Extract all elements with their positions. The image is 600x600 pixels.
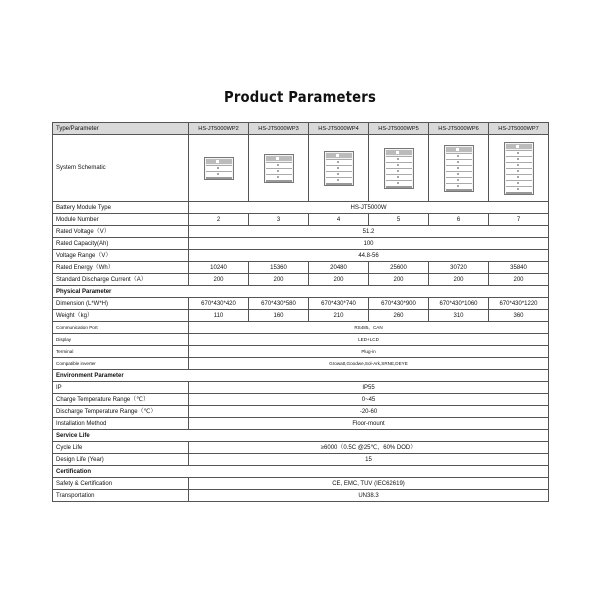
battery-module-icon: [206, 171, 232, 177]
table-row: [53, 310, 549, 322]
table-row: [53, 418, 549, 430]
row-label-cell: Design Life (Year): [53, 454, 189, 466]
row-value-cell: 10240: [189, 262, 249, 274]
schematic-cell: [309, 135, 369, 202]
row-label-cell: Rated Voltage（V）: [53, 226, 189, 238]
row-value-cell: 110: [189, 310, 249, 322]
row-value-cell: 51.2: [189, 226, 549, 238]
schematic-cell: [369, 135, 429, 202]
row-value-cell: 670*430*740: [309, 298, 369, 310]
table-row: [53, 358, 549, 370]
row-value-cell: 360: [489, 310, 549, 322]
row-label-cell: Cycle Life: [53, 442, 189, 454]
battery-stack-icon: [324, 151, 354, 186]
row-value-cell: 100: [189, 238, 549, 250]
section-title-cell: Certification: [53, 466, 549, 478]
section-header-row: [53, 466, 549, 478]
battery-module-icon: [446, 183, 472, 189]
model-header-cell: HS-JT5000WP5: [369, 123, 429, 135]
row-value-cell: 7: [489, 214, 549, 226]
section-title-cell: Service Life: [53, 430, 549, 442]
row-value-cell: 2: [189, 214, 249, 226]
row-value-cell: 25600: [369, 262, 429, 274]
section-title-cell: Environment Parameter: [53, 370, 549, 382]
table-row: [53, 250, 549, 262]
row-value-cell: 200: [489, 274, 549, 286]
row-value-cell: 670*430*900: [369, 298, 429, 310]
schematic-cell: [249, 135, 309, 202]
row-value-cell: 260: [369, 310, 429, 322]
battery-module-icon: [266, 174, 292, 180]
model-header-cell: HS-JT5000WP3: [249, 123, 309, 135]
row-value-cell: 670*430*1060: [429, 298, 489, 310]
row-label-cell: Battery Module Type: [53, 202, 189, 214]
row-value-cell: 3: [249, 214, 309, 226]
row-value-cell: 30720: [429, 262, 489, 274]
product-parameters-table: [52, 122, 549, 502]
row-label-cell: Module Number: [53, 214, 189, 226]
row-value-cell: 5: [369, 214, 429, 226]
schematic-cell: [489, 135, 549, 202]
row-value-cell: 15: [189, 454, 549, 466]
battery-stack-icon: [444, 145, 474, 192]
row-value-cell: Growatt,Goodwe,Sol-Ark,SRNE,DEYE: [189, 358, 549, 370]
row-value-cell: 200: [369, 274, 429, 286]
row-value-cell: 35840: [489, 262, 549, 274]
row-value-cell: 44.8-56: [189, 250, 549, 262]
battery-module-icon: [386, 180, 412, 186]
row-value-cell: 160: [249, 310, 309, 322]
battery-stack-icon: [384, 148, 414, 189]
row-value-cell: ≥6000（0.5C @25℃，60% DOD）: [189, 442, 549, 454]
table-row: [53, 214, 549, 226]
table-row: [53, 262, 549, 274]
row-value-cell: 670*430*1220: [489, 298, 549, 310]
table-body: [53, 123, 549, 502]
table-row: [53, 322, 549, 334]
model-header-cell: HS-JT5000WP4: [309, 123, 369, 135]
row-value-cell: RS485、CAN: [189, 322, 549, 334]
row-value-cell: HS-JT5000W: [189, 202, 549, 214]
row-value-cell: 200: [249, 274, 309, 286]
section-header-row: [53, 286, 549, 298]
row-value-cell: 20480: [309, 262, 369, 274]
schematic-label-cell: System Schematic: [53, 135, 189, 202]
row-value-cell: Floor-mount: [189, 418, 549, 430]
table-row: [53, 490, 549, 502]
section-header-row: [53, 370, 549, 382]
table-row: [53, 274, 549, 286]
row-label-cell: Compatible inverter: [53, 358, 189, 370]
row-value-cell: 0~45: [189, 394, 549, 406]
row-label-cell: Dimension (L*W*H): [53, 298, 189, 310]
model-header-cell: HS-JT5000WP7: [489, 123, 549, 135]
page-title: Product Parameters: [224, 88, 376, 106]
row-value-cell: 210: [309, 310, 369, 322]
row-label-cell: Discharge Temperature Range（℃）: [53, 406, 189, 418]
row-value-cell: 200: [429, 274, 489, 286]
row-value-cell: 6: [429, 214, 489, 226]
table-row: [53, 442, 549, 454]
row-value-cell: Plug-in: [189, 346, 549, 358]
row-value-cell: LED+LCD: [189, 334, 549, 346]
row-label-cell: Weight（kg）: [53, 310, 189, 322]
schematic-cell: [189, 135, 249, 202]
row-label-cell: Charge Temperature Range（℃）: [53, 394, 189, 406]
table-row: [53, 202, 549, 214]
section-title-cell: Physical Parameter: [53, 286, 549, 298]
table-row: [53, 406, 549, 418]
section-header-row: [53, 430, 549, 442]
row-label-cell: Terminal: [53, 346, 189, 358]
row-label-cell: Installation Method: [53, 418, 189, 430]
row-label-cell: Transportation: [53, 490, 189, 502]
row-value-cell: 670*430*580: [249, 298, 309, 310]
table-row: [53, 394, 549, 406]
table-row: [53, 226, 549, 238]
battery-stack-icon: [204, 157, 234, 180]
battery-module-icon: [506, 186, 532, 192]
row-label-cell: Communication Port: [53, 322, 189, 334]
model-header-cell: HS-JT5000WP6: [429, 123, 489, 135]
row-value-cell: IP55: [189, 382, 549, 394]
row-label-cell: Rated Energy（Wh）: [53, 262, 189, 274]
row-value-cell: -20-60: [189, 406, 549, 418]
battery-stack-icon: [264, 154, 294, 183]
header-row: [53, 123, 549, 135]
battery-module-icon: [326, 177, 352, 183]
row-label-cell: Display: [53, 334, 189, 346]
row-value-cell: UN38.3: [189, 490, 549, 502]
table-row: [53, 382, 549, 394]
table-row: [53, 478, 549, 490]
battery-stack-icon: [504, 142, 534, 195]
row-label-cell: IP: [53, 382, 189, 394]
row-label-cell: Standard Discharge Current（A）: [53, 274, 189, 286]
table-row: [53, 334, 549, 346]
row-label-cell: Rated Capacity(Ah): [53, 238, 189, 250]
table-row: [53, 454, 549, 466]
table-row: [53, 238, 549, 250]
row-value-cell: 670*430*420: [189, 298, 249, 310]
row-label-cell: Voltage Range（V）: [53, 250, 189, 262]
row-value-cell: 200: [189, 274, 249, 286]
row-value-cell: CE, EMC, TUV (IEC62619): [189, 478, 549, 490]
table-row: [53, 346, 549, 358]
row-value-cell: 310: [429, 310, 489, 322]
row-value-cell: 15360: [249, 262, 309, 274]
model-header-cell: HS-JT5000WP2: [189, 123, 249, 135]
schematic-cell: [429, 135, 489, 202]
row-value-cell: 4: [309, 214, 369, 226]
table-row: [53, 298, 549, 310]
header-label-cell: Type/Parameter: [53, 123, 189, 135]
row-label-cell: Safety & Certification: [53, 478, 189, 490]
row-value-cell: 200: [309, 274, 369, 286]
schematic-row: [53, 135, 549, 202]
